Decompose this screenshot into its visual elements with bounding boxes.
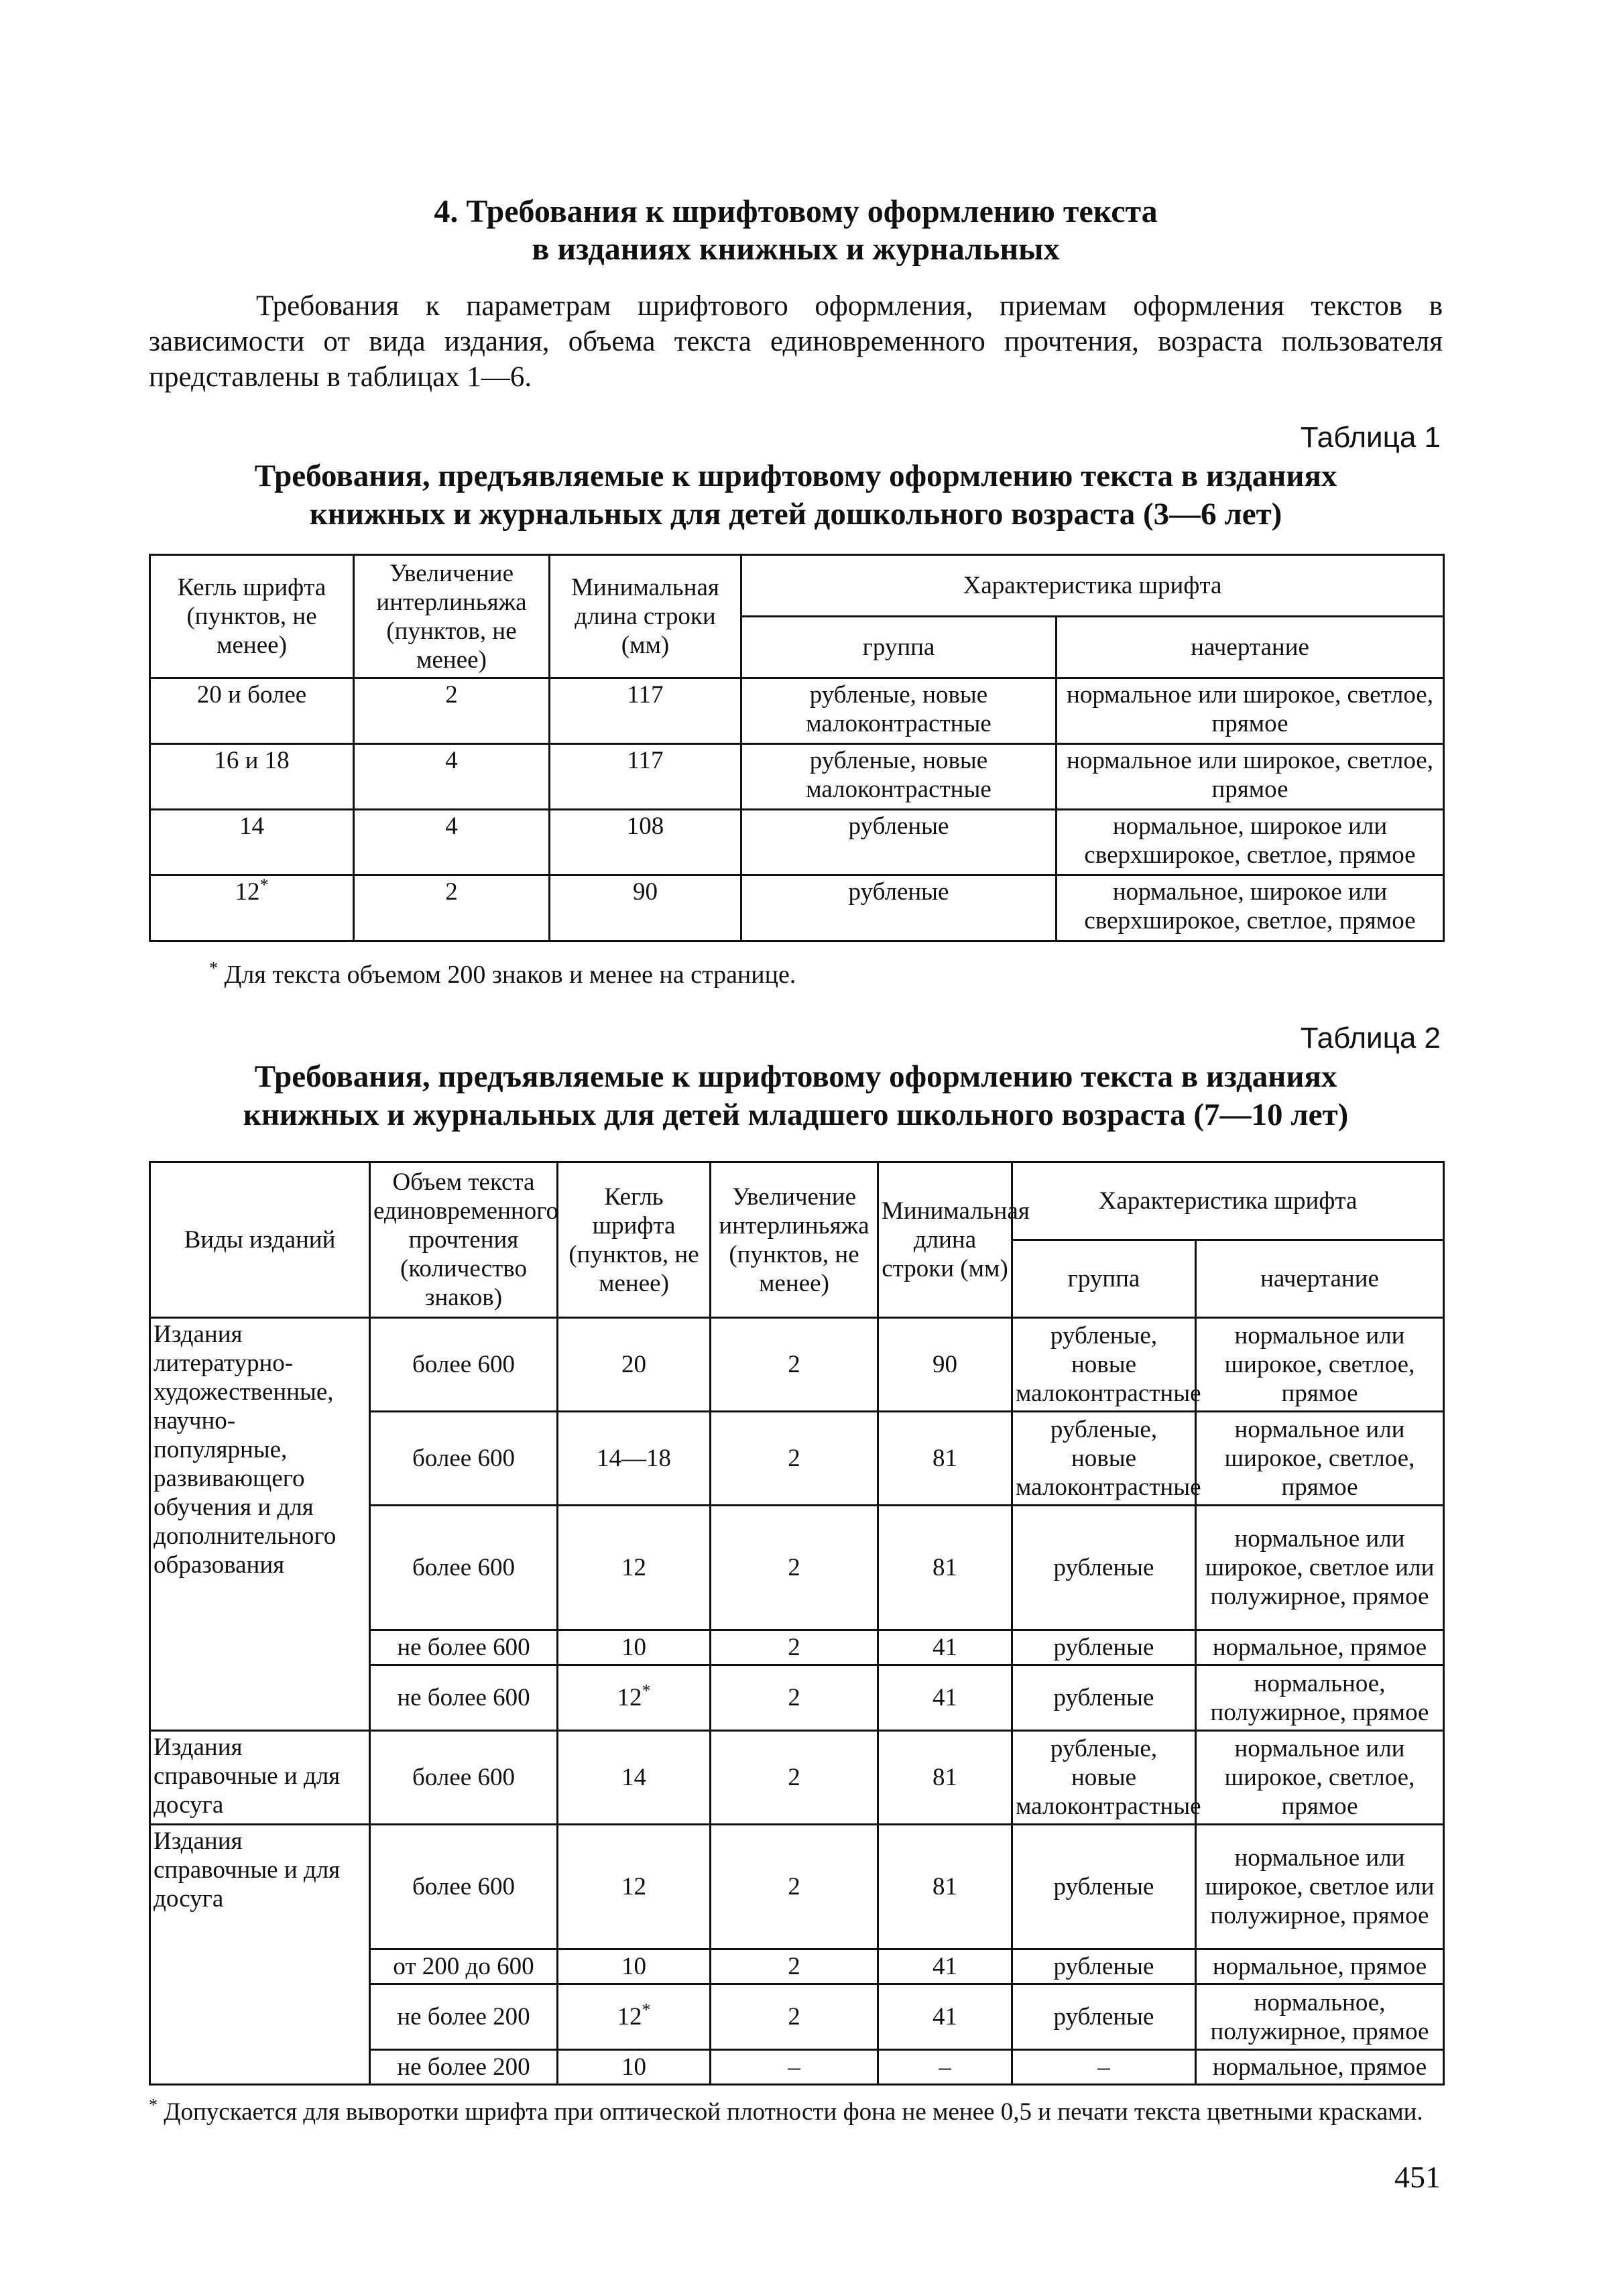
cell-volume: не более 200	[370, 1984, 558, 2050]
table-row	[150, 744, 1444, 810]
cell-kind: Издания справочные и для досуга	[150, 1825, 370, 2085]
cell-style: нормальное или широкое, светлое или полужирное, прямое	[1196, 1506, 1444, 1630]
table-2-header-characteristic: Характеристика шрифта	[1012, 1162, 1444, 1240]
section-title	[149, 193, 1443, 268]
cell-kegl: 12	[558, 1506, 711, 1630]
cell-length: 81	[878, 1825, 1012, 1949]
cell-kegl: 10	[558, 1630, 711, 1665]
table-1-footnote	[209, 959, 1416, 991]
footnote-mark: *	[209, 958, 218, 978]
table-2-header-group: группа	[1012, 1240, 1196, 1318]
cell-volume: не более 600	[370, 1665, 558, 1731]
cell-kegl: 12	[558, 1825, 711, 1949]
table-1-title	[149, 457, 1443, 534]
table-1-header-row	[150, 555, 1444, 617]
cell-group: рубленые	[1012, 1506, 1196, 1630]
cell-group: –	[1012, 2050, 1196, 2085]
page-number: 451	[1394, 2160, 1441, 2194]
cell-length: 90	[878, 1318, 1012, 1412]
cell-style: нормальное или широкое, светлое, прямое	[1196, 1318, 1444, 1412]
cell-style: нормальное или широкое, светлое, прямое	[1196, 1731, 1444, 1825]
cell-group: рубленые	[1012, 1984, 1196, 2050]
cell-volume: не более 200	[370, 2050, 558, 2085]
cell-volume: более 600	[370, 1506, 558, 1630]
cell-interline: 4	[354, 744, 550, 810]
cell-style: нормальное или широкое, светлое, прямое	[1057, 678, 1444, 744]
table-row	[150, 875, 1444, 941]
cell-group: рубленые	[741, 875, 1057, 941]
section-title-line-2: в изданиях книжных и журнальных	[532, 231, 1060, 267]
cell-interline: 2	[711, 1949, 878, 1984]
cell-kegl: 14	[150, 810, 354, 875]
cell-volume: более 600	[370, 1731, 558, 1825]
table-1-header-characteristic: Характеристика шрифта	[741, 555, 1444, 617]
table-2-title	[149, 1058, 1443, 1134]
table-1-title-line-2: книжных и журнальных для детей дошкольного возраста (3—6 лет)	[309, 497, 1282, 532]
table-row	[150, 1825, 1444, 1949]
table-row	[150, 1318, 1444, 1412]
cell-kegl: 16 и 18	[150, 744, 354, 810]
cell-length: 41	[878, 1630, 1012, 1665]
cell-group: рубленые	[1012, 1665, 1196, 1731]
table-2-header-kegl: Кегль шрифта (пунктов, не менее)	[558, 1162, 711, 1318]
cell-interline: –	[711, 2050, 878, 2085]
table-2-title-line-1: Требования, предъявляемые к шрифтовому оформлению текста в изданиях	[254, 1059, 1337, 1094]
table-1	[149, 554, 1445, 942]
cell-group: рубленые, новые малоконтрастные	[741, 744, 1057, 810]
cell-interline: 2	[711, 1984, 878, 2050]
cell-style: нормальное или широкое, светлое, прямое	[1196, 1412, 1444, 1506]
cell-length: 90	[550, 875, 741, 941]
cell-style: нормальное, прямое	[1196, 1630, 1444, 1665]
table-1-header-interline: Увеличение интерлиньяжа (пунктов, не менее)	[354, 555, 550, 678]
cell-kegl: 20 и более	[150, 678, 354, 744]
cell-interline: 2	[711, 1318, 878, 1412]
cell-volume: более 600	[370, 1825, 558, 1949]
cell-kegl: 10	[558, 1949, 711, 1984]
cell-group: рубленые	[1012, 1825, 1196, 1949]
intro-paragraph	[149, 288, 1443, 395]
table-1-header-kegl: Кегль шрифта (пунктов, не менее)	[150, 555, 354, 678]
cell-style: нормальное, полужирное, прямое	[1196, 1665, 1444, 1731]
cell-length: 81	[878, 1731, 1012, 1825]
cell-kegl: 20	[558, 1318, 711, 1412]
cell-group: рубленые, новые малоконтрастные	[1012, 1731, 1196, 1825]
cell-interline: 2	[354, 678, 550, 744]
cell-style: нормальное, широкое или сверхширокое, светлое, прямое	[1057, 810, 1444, 875]
cell-interline: 2	[711, 1412, 878, 1506]
table-1-label: Таблица 1	[1300, 421, 1441, 454]
cell-length: 117	[550, 744, 741, 810]
cell-interline: 2	[711, 1506, 878, 1630]
cell-style: нормальное, прямое	[1196, 2050, 1444, 2085]
cell-volume: не более 600	[370, 1630, 558, 1665]
cell-style: нормальное или широкое, светлое или полужирное, прямое	[1196, 1825, 1444, 1949]
cell-length: 41	[878, 1949, 1012, 1984]
cell-interline: 2	[711, 1630, 878, 1665]
cell-interline: 4	[354, 810, 550, 875]
table-2-header-style: начертание	[1196, 1240, 1444, 1318]
cell-style: нормальное, прямое	[1196, 1949, 1444, 1984]
cell-length: –	[878, 2050, 1012, 2085]
cell-kind: Издания справочные и для досуга	[150, 1731, 370, 1825]
cell-kegl: 10	[558, 2050, 711, 2085]
cell-style: нормальное, полужирное, прямое	[1196, 1984, 1444, 2050]
cell-interline: 2	[354, 875, 550, 941]
cell-length: 41	[878, 1984, 1012, 2050]
cell-kegl: 12*	[150, 875, 354, 941]
cell-kegl: 12*	[558, 1984, 711, 2050]
footnote-mark: *	[149, 2095, 158, 2115]
table-row	[150, 810, 1444, 875]
cell-volume: более 600	[370, 1318, 558, 1412]
cell-volume: от 200 до 600	[370, 1949, 558, 1984]
cell-group: рубленые	[1012, 1949, 1196, 1984]
cell-interline: 2	[711, 1665, 878, 1731]
cell-interline: 2	[711, 1825, 878, 1949]
table-1-header-group: группа	[741, 617, 1057, 678]
cell-group: рубленые	[1012, 1630, 1196, 1665]
table-2-header-interline: Увеличение интерлиньяжа (пунктов, не менее)	[711, 1162, 878, 1318]
table-2-footnote-text: Допускается для выворотки шрифта при оптической плотности фона не менее 0,5 и печати текста цветными красками.	[164, 2098, 1423, 2126]
section-title-line-1: 4. Требования к шрифтовому оформлению текста	[434, 194, 1158, 229]
table-1-header-min-length: Минимальная длина строки (мм)	[550, 555, 741, 678]
table-2-title-line-2: книжных и журнальных для детей младшего школьного возраста (7—10 лет)	[243, 1097, 1349, 1132]
cell-group: рубленые	[741, 810, 1057, 875]
table-2-header-volume: Объем текста единовременного прочтения (количество знаков)	[370, 1162, 558, 1318]
table-1-title-line-1: Требования, предъявляемые к шрифтовому оформлению текста в изданиях	[254, 459, 1337, 493]
cell-interline: 2	[711, 1731, 878, 1825]
cell-group: рубленые, новые малоконтрастные	[741, 678, 1057, 744]
table-2-header-kind: Виды изданий	[150, 1162, 370, 1318]
cell-kegl: 14—18	[558, 1412, 711, 1506]
cell-kind: Издания литературно-художественные, научно-популярные, развивающего обучения и для дополнительного образования	[150, 1318, 370, 1731]
cell-length: 81	[878, 1506, 1012, 1630]
cell-kegl: 14	[558, 1731, 711, 1825]
table-2-header-row	[150, 1162, 1444, 1240]
intro-text: Требования к параметрам шрифтового оформления, приемам оформления текстов в зависимости от вида издания, объема текста единовременного прочтения, возраста пользователя представлены в таблицах 1—6.	[149, 290, 1443, 393]
cell-length: 117	[550, 678, 741, 744]
table-row	[150, 678, 1444, 744]
cell-style: нормальное, широкое или сверхширокое, светлое, прямое	[1057, 875, 1444, 941]
cell-length: 81	[878, 1412, 1012, 1506]
table-2-label: Таблица 2	[1300, 1022, 1441, 1054]
table-2-header-min-length: Минимальная длина строки (мм)	[878, 1162, 1012, 1318]
table-1-header-style: начертание	[1057, 617, 1444, 678]
table-2-footnote	[149, 2096, 1443, 2129]
cell-length: 41	[878, 1665, 1012, 1731]
cell-kegl: 12*	[558, 1665, 711, 1731]
cell-group: рубленые, новые малоконтрастные	[1012, 1412, 1196, 1506]
table-2	[149, 1161, 1445, 2086]
cell-style: нормальное или широкое, светлое, прямое	[1057, 744, 1444, 810]
table-1-footnote-text: Для текста объемом 200 знаков и менее на странице.	[224, 961, 796, 989]
table-row	[150, 1731, 1444, 1825]
cell-length: 108	[550, 810, 741, 875]
cell-volume: более 600	[370, 1412, 558, 1506]
cell-group: рубленые, новые малоконтрастные	[1012, 1318, 1196, 1412]
